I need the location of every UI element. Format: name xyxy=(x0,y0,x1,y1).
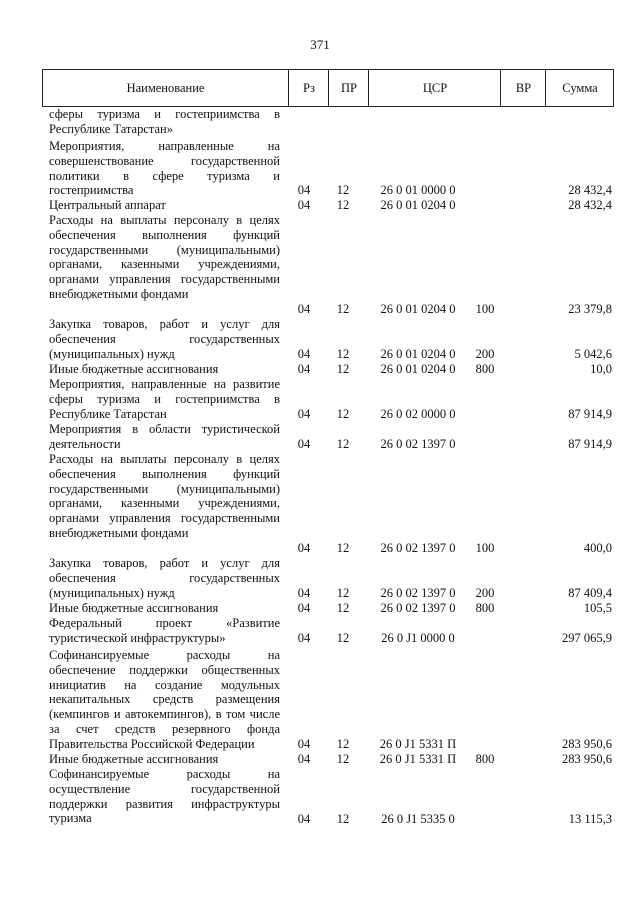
row-rz: 04 xyxy=(297,752,311,767)
row-csr: 26 0 01 0204 0 xyxy=(380,362,456,377)
row-csr: 26 0 02 1397 0 xyxy=(380,541,456,556)
row-rz: 04 xyxy=(297,631,311,646)
table-row xyxy=(0,213,640,317)
row-csr: 26 0 J1 0000 0 xyxy=(381,631,455,646)
row-vr: 100 xyxy=(475,541,495,556)
row-pr: 12 xyxy=(336,812,350,827)
row-csr: 26 0 J1 5331 П xyxy=(379,752,457,767)
row-sum: 400,0 xyxy=(583,541,612,556)
row-csr: 26 0 01 0204 0 xyxy=(380,198,456,213)
row-name: Мероприятия, направленные на совершенствование государственной политики в сфере туризма и гостеприимства xyxy=(49,139,280,198)
row-rz: 04 xyxy=(297,183,311,198)
row-name: Софинансируемые расходы на обеспечение поддержки общественных инициатив на создание модульных некапитальных средств размещения (кемпингов и автокемпингов), в том числе за счет средств резервного фонда Правительства Российской Федерации xyxy=(49,648,280,751)
row-sum: 297 065,9 xyxy=(562,631,612,646)
table-row xyxy=(0,752,640,767)
row-vr: 100 xyxy=(475,302,495,317)
row-sum: 28 432,4 xyxy=(568,198,612,213)
row-rz: 04 xyxy=(297,437,311,452)
row-csr: 26 0 02 1397 0 xyxy=(380,437,456,452)
row-csr: 26 0 J1 5331 П xyxy=(379,737,457,752)
row-pr: 12 xyxy=(336,362,350,377)
row-rz: 04 xyxy=(297,407,311,422)
table-row xyxy=(0,452,640,556)
row-csr: 26 0 01 0000 0 xyxy=(380,183,456,198)
row-pr: 12 xyxy=(336,752,350,767)
row-name: Иные бюджетные ассигнования xyxy=(49,362,219,376)
row-sum: 28 432,4 xyxy=(568,183,612,198)
header-pr: ПР xyxy=(328,70,369,106)
row-sum: 87 914,9 xyxy=(568,437,612,452)
row-pr: 12 xyxy=(336,737,350,752)
table-row xyxy=(0,601,640,616)
row-rz: 04 xyxy=(297,302,311,317)
row-vr: 800 xyxy=(475,752,495,767)
row-csr: 26 0 01 0204 0 xyxy=(380,302,456,317)
row-vr: 200 xyxy=(475,347,495,362)
row-sum: 283 950,6 xyxy=(562,752,612,767)
table-row xyxy=(0,198,640,213)
row-rz: 04 xyxy=(297,541,311,556)
table-row xyxy=(0,107,640,137)
table-row xyxy=(0,616,640,646)
row-name: Центральный аппарат xyxy=(49,198,166,212)
row-csr: 26 0 J1 5335 0 xyxy=(381,812,455,827)
row-sum: 87 409,4 xyxy=(568,586,612,601)
row-name: Мероприятия в области туристической деятельности xyxy=(49,422,280,451)
row-rz: 04 xyxy=(297,362,311,377)
table-row xyxy=(0,317,640,362)
row-name: Закупка товаров, работ и услуг для обеспечения государственных (муниципальных) нужд xyxy=(49,556,280,600)
table-row xyxy=(0,422,640,452)
page-number: 371 xyxy=(310,37,330,52)
row-pr: 12 xyxy=(336,541,350,556)
row-csr: 26 0 02 0000 0 xyxy=(380,407,456,422)
header-name: Наименование xyxy=(126,81,205,95)
row-name: Иные бюджетные ассигнования xyxy=(49,752,219,766)
table-header xyxy=(42,69,614,107)
row-pr: 12 xyxy=(336,407,350,422)
row-vr: 200 xyxy=(475,586,495,601)
row-name: Федеральный проект «Развитие туристической инфраструктуры» xyxy=(49,616,280,645)
row-pr: 12 xyxy=(336,347,350,362)
table-row xyxy=(0,362,640,377)
row-rz: 04 xyxy=(297,198,311,213)
row-sum: 283 950,6 xyxy=(562,737,612,752)
table-row xyxy=(0,767,640,827)
row-csr: 26 0 02 1397 0 xyxy=(380,586,456,601)
header-csr: ЦСР xyxy=(368,70,501,106)
row-csr: 26 0 02 1397 0 xyxy=(380,601,456,616)
row-name: Расходы на выплаты персоналу в целях обеспечения выполнения функций государственными (муниципальными) органами, казенными учреждениями, органами управления государственными внебюджетными фондами xyxy=(49,452,280,540)
table-row xyxy=(0,377,640,422)
row-name: Софинансируемые расходы на осуществление государственной поддержки развития инфраструктуры туризма xyxy=(49,767,280,826)
row-name: сферы туризма и гостеприимства в Республике Татарстан» xyxy=(49,107,280,136)
row-pr: 12 xyxy=(336,586,350,601)
row-sum: 23 379,8 xyxy=(568,302,612,317)
row-vr: 800 xyxy=(475,362,495,377)
row-pr: 12 xyxy=(336,631,350,646)
header-vr: ВР xyxy=(500,70,546,106)
table-row xyxy=(0,648,640,752)
row-csr: 26 0 01 0204 0 xyxy=(380,347,456,362)
row-rz: 04 xyxy=(297,812,311,827)
row-pr: 12 xyxy=(336,437,350,452)
header-rz: Рз xyxy=(288,70,329,106)
row-rz: 04 xyxy=(297,586,311,601)
row-vr: 800 xyxy=(475,601,495,616)
row-pr: 12 xyxy=(336,302,350,317)
row-name: Расходы на выплаты персоналу в целях обеспечения выполнения функций государственными (муниципальными) органами, казенными учреждениями, органами управления государственными внебюджетными фондами xyxy=(49,213,280,301)
row-sum: 87 914,9 xyxy=(568,407,612,422)
row-pr: 12 xyxy=(336,198,350,213)
row-name: Иные бюджетные ассигнования xyxy=(49,601,219,615)
row-sum: 5 042,6 xyxy=(574,347,612,362)
row-pr: 12 xyxy=(336,183,350,198)
row-pr: 12 xyxy=(336,601,350,616)
row-rz: 04 xyxy=(297,347,311,362)
table-row xyxy=(0,556,640,601)
row-rz: 04 xyxy=(297,737,311,752)
row-rz: 04 xyxy=(297,601,311,616)
header-sum: Сумма xyxy=(545,70,614,106)
table-row xyxy=(0,139,640,198)
row-sum: 105,5 xyxy=(583,601,612,616)
row-name: Мероприятия, направленные на развитие сферы туризма и гостеприимства в Республике Татарстан xyxy=(49,377,280,421)
row-name: Закупка товаров, работ и услуг для обеспечения государственных (муниципальных) нужд xyxy=(49,317,280,361)
row-sum: 10,0 xyxy=(590,362,612,377)
row-sum: 13 115,3 xyxy=(568,812,612,827)
